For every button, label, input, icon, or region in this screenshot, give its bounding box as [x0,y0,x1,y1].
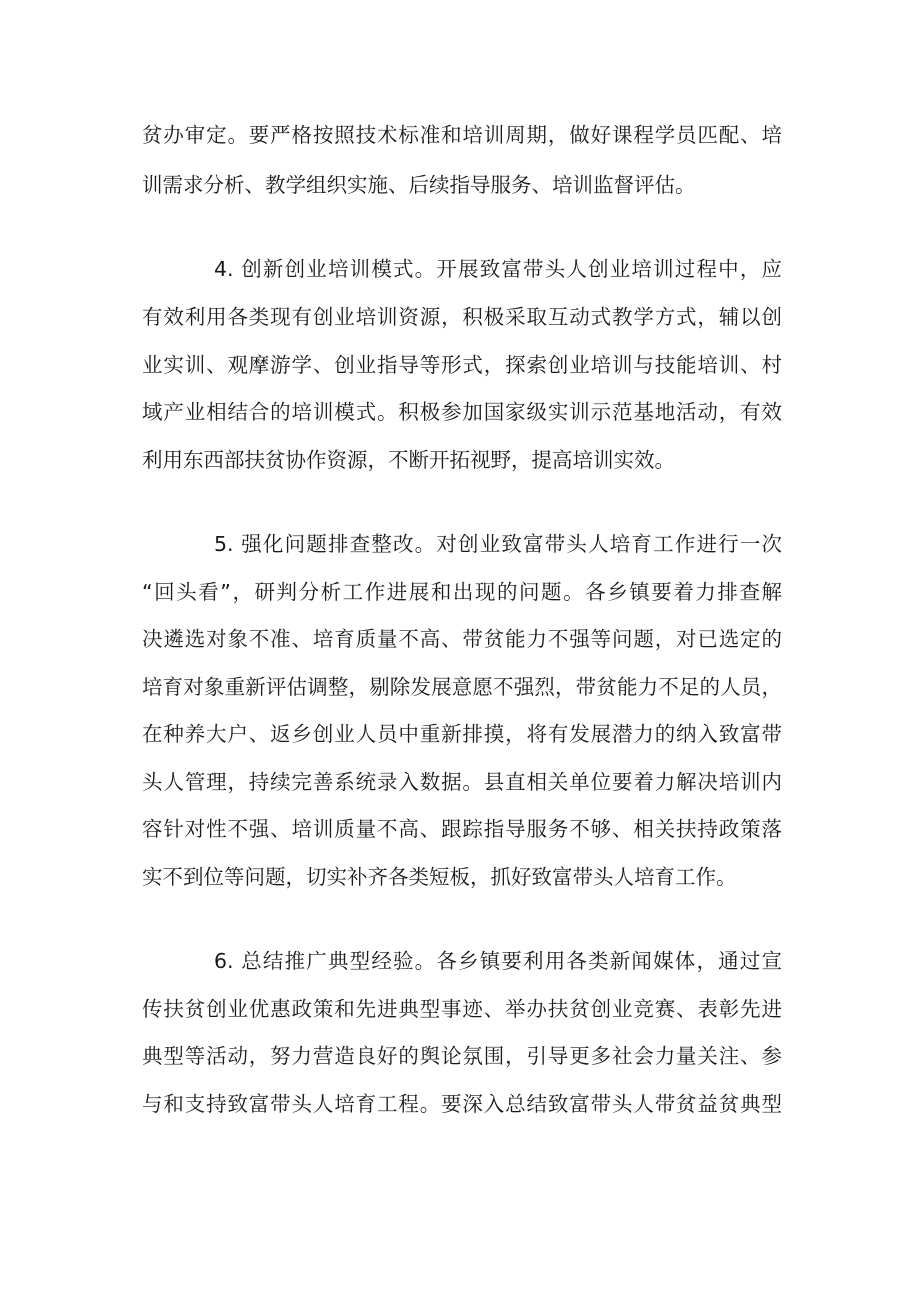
paragraph-4-heading-line: 4. 创新创业培训模式。开展致富带头人创业培训过程中，应 [214,257,782,281]
text-line: 容针对性不强、培训质量不高、跟踪指导服务不够、相关扶持政策落 [142,817,782,841]
text-line: 域产业相结合的培训模式。积极参加国家级实训示范基地活动，有效 [142,400,782,424]
text-line: 有效利用各类现有创业培训资源，积极采取互动式教学方式，辅以创 [142,305,782,329]
text-line: 贫办审定。要严格按照技术标准和培训周期，做好课程学员匹配、培 [142,123,782,147]
text-line: 典型等活动，努力营造良好的舆论氛围，引导更多社会力量关注、参 [142,1044,782,1068]
text-line: 培育对象重新评估调整，剔除发展意愿不强烈，带贫能力不足的人员， [142,675,782,699]
text-line: 头人管理，持续完善系统录入数据。县直相关单位要着力解决培训内 [142,770,782,794]
text-line: 决遴选对象不准、培育质量不高、带贫能力不强等问题，对已选定的 [142,627,782,651]
text-line: 业实训、观摩游学、创业指导等形式，探索创业培训与技能培训、村 [142,353,782,377]
text-line: 与和支持致富带头人培育工程。要深入总结致富带头人带贫益贫典型 [142,1092,782,1116]
text-line: 实不到位等问题，切实补齐各类短板，抓好致富带头人培育工作。 [142,865,737,889]
text-line: 训需求分析、教学组织实施、后续指导服务、培训监督评估。 [142,173,696,197]
text-line: 在种养大户、返乡创业人员中重新排摸，将有发展潜力的纳入致富带 [142,722,782,746]
paragraph-5-heading-line: 5. 强化问题排查整改。对创业致富带头人培育工作进行一次 [214,532,782,556]
text-line: 利用东西部扶贫协作资源，不断开拓视野，提高培训实效。 [142,448,675,472]
paragraph-6-heading-line: 6. 总结推广典型经验。各乡镇要利用各类新闻媒体，通过宣 [214,949,782,973]
text-line: 传扶贫创业优惠政策和先进典型事迹、举办扶贫创业竞赛、表彰先进 [142,997,782,1021]
text-line: “回头看”，研判分析工作进展和出现的问题。各乡镇要着力排查解 [142,580,782,604]
